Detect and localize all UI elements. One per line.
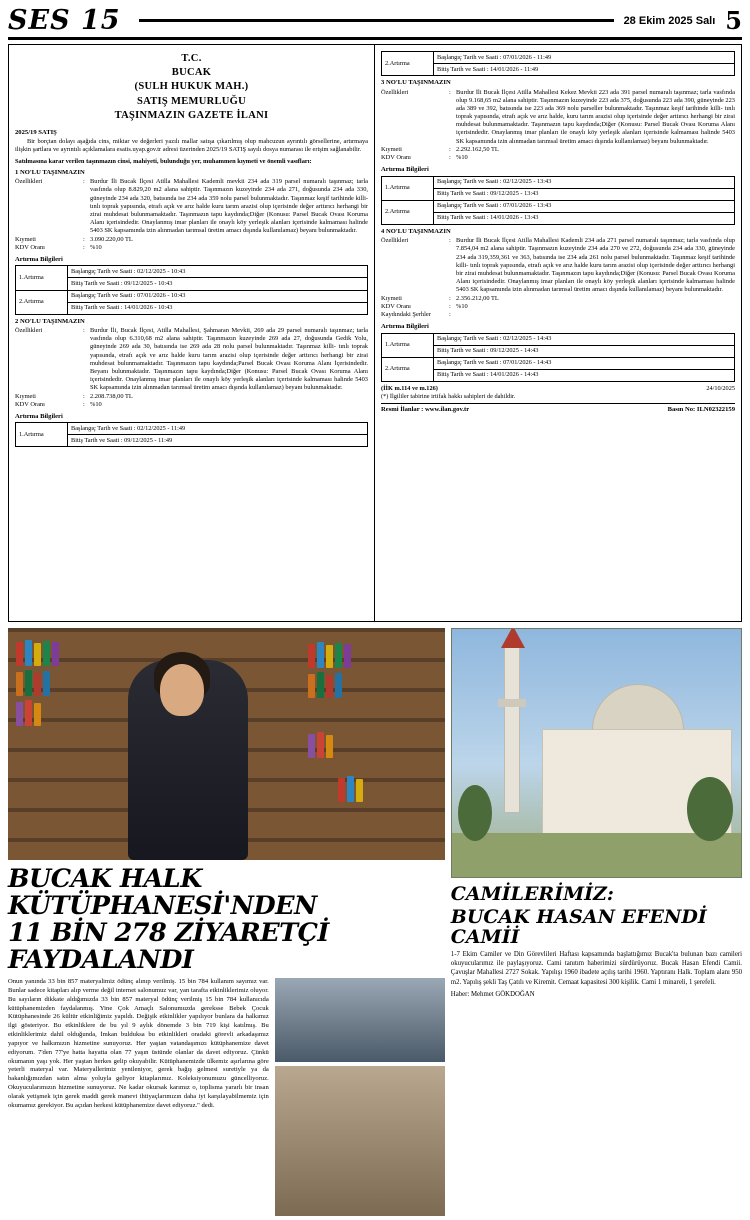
table-row — [382, 188, 735, 200]
library-article-text — [8, 978, 269, 1220]
item-1-kiymet-label: Kıymeti — [15, 235, 36, 243]
table-row — [16, 290, 368, 302]
item-4-artirma-table — [381, 333, 735, 382]
item-2-artirma-2-start: Başlangıç Tarih ve Saati : 07/01/2026 - 11:49 — [434, 52, 735, 64]
table-row — [382, 52, 735, 64]
item-4-artirma-header: Artırma Bilgileri — [381, 323, 429, 331]
item-3-artirma-1-end: Bitiş Tarih ve Saati : 09/12/2025 - 13:43 — [434, 188, 735, 200]
item-4-kdv-label: KDV Oranı — [381, 302, 411, 310]
item-3-ozellikleri-label: Özellikleri — [381, 88, 409, 96]
item-3-artirma-header: Artırma Bilgileri — [381, 166, 429, 174]
legal-column-right — [375, 45, 741, 621]
table-row — [16, 278, 368, 290]
legal-title-line-4: SATIŞ MEMURLUĞU — [136, 95, 247, 107]
item-1-artirma-2-start: Başlangıç Tarih ve Saati : 07/01/2026 - 10:43 — [68, 290, 368, 302]
masthead — [8, 6, 742, 40]
item-2-ozellikleri-row: Özellikleri : Burdur İli, Bucak İlçesi, Atilla Mahallesi, Şahmaran Mevkii, 269 ada 29 parsel numaralı taşınmaz; tarla vasfında olup 6.310,68 m2 alana sahiptir. Taşınmazın kuzeyinde 269 ada 27, doğusunda Gedik Yolu, güneyinde 269 ada 30, batısında ise 269 ada 28 nolu parsel bulunmaktadır. Taşınmaz killi- tınlı toprak yapısında, etrafı açık ve arız halde kuru tarım arazisi olup içerisinde değer arttırıcı herhangi bir zirai muhdesat bulunmamaktadır. Taşınmazın tapu kaydında;Parsel Bucak Ovası Koruma Alanı İçerisindedir. Beyanı bulunmaktadır. Taşınmazın tapu kaydında;Diğer (Konusu: Parsel Bucak Ovası Koruma Alanı içerisindedir. Onaylanmış imar planları ile onaylı köy yerleşik alanları içerisinde kalmaması halinde 5403 SK kapsamında izin alınmadan tarımsal üretim amacı dışında kullanılamaz) beyanı bulunmaktadır. — [15, 327, 368, 392]
library-story — [8, 628, 445, 1148]
legal-title — [15, 52, 368, 123]
bookshelf-photo — [275, 1066, 445, 1216]
item-3-artirma-1-label: 1.Artırma — [382, 176, 434, 200]
item-4-artirma-1-label: 1.Artırma — [382, 333, 434, 357]
item-3-kdv-value: %10 — [456, 154, 468, 162]
item-4-artirma-2-label: 2.Artırma — [382, 357, 434, 381]
item-1-ozellikleri-value: Burdur İli Bucak İlçesi Atilla Mahallesi Kademli mevkii 234 ada 319 parsel numaralı taşınmaz; tarla vasfında olup 8.829,20 m2 alana sahiptir. Taşınmazın kuzeyinde 234 ada 271, doğusunda 234 ada 330, güneyinde 234 ada 320, batısında ise 234 ada 359 nolu parsel bulunmaktadır. Taşınmaz keşif tarihinde killi- tınlı toprak yapısında, etrafı açık ve arız halde kuru tarım arazisi olup içerisinde değer arttırıcı herhangi bir zirai muhdesat bulunmamaktadır. Taşınmazın tapu kaydında;Diğer (Konusu: Parsel Bucak Ovası Koruma Alanı içerisindedir. Onaylanmış imar planları ile onaylı köy yerleşik alanları içerisinde kalmaması halinde 5403 SK kapsamında izin alınmadan tarımsal üretim amacı dışında kullanılamaz) beyanı bulunmaktadır. — [90, 178, 368, 235]
item-1-kiymet-row: Kıymeti : 3.090.220,00 TL — [15, 235, 133, 243]
masthead-rule — [139, 19, 614, 22]
item-1-artirma-header: Artırma Bilgileri — [15, 255, 63, 263]
tree-right — [687, 777, 733, 841]
item-4-kiymet-label: Kıymeti — [381, 294, 402, 302]
item-1-artirma-1-end: Bitiş Tarih ve Saati : 09/12/2025 - 10:43 — [68, 278, 368, 290]
item-1-ozellikleri-row: Özellikleri : Burdur İli Bucak İlçesi Atilla Mahallesi Kademli mevkii 234 ada 319 parsel numaralı taşınmaz; tarla vasfında olup 8.829,20 m2 alana sahiptir. Taşınmazın kuzeyinde 234 ada 271, doğusunda 234 ada 330, güneyinde 234 ada 320, batısında ise 234 ada 359 nolu parsel bulunmaktadır. Taşınmaz keşif tarihinde killi- tınlı toprak yapısında, etrafı açık ve arız halde kuru tarım arazisi olup içerisinde değer arttırıcı herhangi bir zirai muhdesat bulunmamaktadır. Taşınmazın tapu kaydında;Diğer (Konusu: Parsel Bucak Ovası Koruma Alanı içerisindedir. Onaylanmış imar planları ile onaylı köy yerleşik alanları içerisinde kalmaması halinde 5403 SK kapsamında izin alınmadan tarımsal üretim amacı dışında kullanılamaz) beyanı bulunmaktadır. — [15, 178, 368, 235]
item-4-ozellikleri-label: Özellikleri — [381, 237, 409, 245]
legal-footer-date: 24/10/2025 — [706, 384, 735, 392]
table-row — [382, 357, 735, 369]
item-2-kiymet-value: 2.208.738,00 TL — [90, 392, 133, 400]
item-3-artirma-2-start: Başlangıç Tarih ve Saati : 07/01/2026 - 13:43 — [434, 200, 735, 212]
item-4-heading: 4 NO'LU TAŞINMAZIN — [381, 227, 451, 235]
item-3-artirma-2-end: Bitiş Tarih ve Saati : 14/01/2026 - 13:43 — [434, 212, 735, 224]
library-extra-photos — [275, 978, 445, 1220]
mosque-photo — [451, 628, 742, 878]
item-4-ozellikleri-value: Burdur İli Bucak İlçesi Atilla Mahallesi Kademli 234 ada 271 parsel numaralı taşınmaz; tarla vasfında olup 7.854,04 m2 alana sahiptir. Taşınmazın kuzeyinde 234 ada 270 ve 272, doğusunda 234 ada 330, güneyinde 234 ada 319,359,361 ve 363, batısında ise 234 ada 261 nolu parsel bulunmaktadır. Taşınmaz keşif tarihinde killi- tınlı toprak yapısında, etrafı açık ve arız halde kuru tarım arazisi olup içerisinde değer arttırıcı herhangi bir zirai muhdesat bulunmamaktadır. Taşınmazın tapu kaydında;Diğer (Konusu: Parsel Bucak Ovası Koruma Alanı içerisindedir. Onaylanmış imar planları ile onaylı köy yerleşik alanları içerisinde kalmaması halinde 5403 SK kapsamında izin alınmadan tarımsal üretim amacı dışında kullanılamaz) beyanı bulunmaktadır. — [456, 237, 735, 294]
table-row — [382, 333, 735, 345]
item-3-artirma-1-start: Başlangıç Tarih ve Saati : 02/12/2025 - 13:43 — [434, 176, 735, 188]
item-2-kdv-value: %10 — [90, 400, 102, 408]
legal-title-line-2: BUCAK — [171, 67, 212, 79]
table-row — [382, 64, 735, 76]
newspaper-logo: SES 15 — [8, 5, 121, 36]
item-3-artirma-2-label: 2.Artırma — [382, 200, 434, 224]
mosque-title: BUCAK HASAN EFENDİ CAMİİ — [450, 905, 707, 949]
item-1-ozellikleri-label: Özellikleri — [15, 178, 43, 186]
library-photo — [8, 628, 445, 860]
table-row — [16, 302, 368, 314]
item-4-artirma-2-end: Bitiş Tarih ve Saati : 14/01/2026 - 14:43 — [434, 369, 735, 381]
item-2-kdv-label: KDV Oranı — [15, 400, 45, 408]
item-3-kiymet-label: Kıymeti — [381, 145, 402, 153]
legal-title-line-3: (SULH HUKUK MAH.) — [134, 81, 249, 93]
item-4-artirma-1-end: Bitiş Tarih ve Saati : 09/12/2025 - 14:43 — [434, 345, 735, 357]
item-1-artirma-2-end: Bitiş Tarih ve Saati : 14/01/2026 - 10:43 — [68, 302, 368, 314]
item-1-artirma-2-label: 2.Artırma — [16, 290, 68, 314]
legal-intro: Bir borçtan dolayı aşağıda cins, miktar ve değerleri yazılı mallar satışa çıkarılmış olup mahcuzun ayrıntılı görsellerine, artırmaya ilişkin şartlara ve ayrıntılı açıklamalara esatis.uyap.gov.tr adresi üzerinden 2025/19 SATIŞ sayılı dosya numarası ile erişim sağlanabilir. — [15, 138, 368, 154]
legal-footer-note: (*) İlgililer tabirine irtifak hakkı sahipleri de dahildir. — [381, 392, 516, 400]
mosque-ground — [452, 833, 741, 877]
item-2-artirma-1-start: Başlangıç Tarih ve Saati : 02/12/2025 - 11:49 — [68, 423, 368, 435]
press-number: Basın No: ILN02322159 — [667, 405, 735, 413]
item-4-kiymet-row: Kıymeti : 2.356.212,00 TL — [381, 294, 499, 302]
item-2-ozellikleri-value: Burdur İli, Bucak İlçesi, Atilla Mahallesi, Şahmaran Mevkii, 269 ada 29 parsel numaralı taşınmaz; tarla vasfında olup 6.310,68 m2 alana sahiptir. Taşınmazın kuzeyinde 269 ada 27, doğusunda Gedik Yolu, güneyinde 269 ada 30, batısında ise 269 ada 28 nolu parsel bulunmaktadır. Taşınmaz killi- tınlı toprak yapısında, etrafı açık ve arız halde kuru tarım arazisi olup içerisinde değer arttırıcı herhangi bir zirai muhdesat bulunmamaktadır. Taşınmazın tapu kaydında;Parsel Bucak Ovası Koruma Alanı İçerisindedir. Beyanı bulunmaktadır. Taşınmazın tapu kaydında;Diğer (Konusu: Parsel Bucak Ovası Koruma Alanı içerisindedir. Onaylanmış imar planları ile onaylı köy yerleşik alanları içerisinde kalmaması halinde 5403 SK kapsamında izin alınmadan tarımsal üretim amacı dışında kullanılamaz) beyanı bulunmaktadır. — [90, 327, 368, 392]
item-3-ozellikleri-value: Burdur İli Bucak İlçesi Atilla Mahallesi Kekez Mevkii 223 ada 391 parsel numaralı taşınmaz; tarla vasfında olup 9.168,65 m2 alana sahiptir. Taşınmazın kuzeyinde 223 ada 375, doğusunda 223 ada 390, güneyinde 223 ada 389 ve 392, batısında ise 223 ada 369 nolu parseller bulunmaktadır. Taşınmaz keşif tarihinde killi- tınlı toprak yapısında, etrafı açık ve arız halde, kuru tarım arazisi olup içerisinde değer arttırıcı herhangi bir zirai muhdesat bulunmamaktadır. Taşınmazın tapu kaydında;Diğer (Konusu: Parsel Bucak Ovası Koruma Alanı içerisindedir. Onaylanmış imar planları ile onaylı köy yerleşik alanları içerisinde kalmaması halinde 5403 SK kapsamında izin alınmadan tarımsal üretim amacı dışında kullanılamaz) beyanı bulunmaktadır. — [456, 88, 735, 145]
file-number: 2025/19 SATIŞ — [15, 128, 57, 136]
item-1-kiymet-value: 3.090.220,00 TL — [90, 235, 133, 243]
table-row — [382, 212, 735, 224]
item-2-kiymet-label: Kıymeti — [15, 392, 36, 400]
item-1-artirma-table — [15, 265, 368, 314]
item-4-kayit-row: Kaydındaki Şerhler : — [381, 310, 451, 318]
mosque-dome — [592, 684, 684, 732]
table-row — [16, 423, 368, 435]
sale-decision-line: Satılmasına karar verilen taşınmazın cinsi, mahiyeti, bulunduğu yer, muhammen kıymeti ve önemli vasıfları: — [15, 157, 312, 165]
item-2-artirma-1-label: 1.Artırma — [16, 423, 68, 447]
item-4-artirma-1-start: Başlangıç Tarih ve Saati : 02/12/2025 - 14:43 — [434, 333, 735, 345]
item-2-kiymet-row: Kıymeti : 2.208.738,00 TL — [15, 392, 133, 400]
mosque-paragraph: 1-7 Ekim Camiler ve Din Görevlileri Haftası kapsamında başlattığımız Bucak'ta bulunan bazı camileri okuyucularımız ile paylaşıyoruz. Cami tanıtım haberimizi sürdürüyoruz. Bucak Hasan Efendi Camii. Çavuşlar Mahallesi 2727 Sokak. Yapılışı 1960 ibadete açılış tarihi 1960. Yaptıranı Halk. Toplam alanı 950 m2. Yapılış şekli Taş Çatılı ve Kiremit. Cemaat kapasitesi 300 kişilik. Cami 1 minareli, 1 şerefeli. — [450, 950, 742, 986]
table-row — [382, 200, 735, 212]
legal-title-line-1: T.C. — [181, 53, 202, 64]
item-1-artirma-1-start: Başlangıç Tarih ve Saati : 02/12/2025 - 10:43 — [68, 266, 368, 278]
legal-footer — [381, 385, 735, 393]
mosque-article — [451, 950, 742, 1000]
lower-section — [8, 628, 742, 1148]
library-headline-line-1: BUCAK HALK KÜTÜPHANESİ'NDEN — [8, 864, 317, 922]
legal-footer-left: (İİK m.114 ve m.126) — [381, 384, 438, 392]
item-4-kdv-value: %10 — [456, 302, 468, 310]
interview-photo — [275, 978, 445, 1062]
item-2-ozellikleri-label: Özellikleri — [15, 327, 43, 335]
table-row — [16, 266, 368, 278]
legal-title-line-5: TAŞINMAZIN GAZETE İLANI — [114, 109, 269, 121]
library-headline — [8, 866, 445, 974]
official-ads-url[interactable]: Resmi İlanlar : www.ilan.gov.tr — [381, 405, 470, 413]
item-3-kdv-row: KDV Oranı : %10 — [381, 154, 468, 162]
item-4-artirma-2-start: Başlangıç Tarih ve Saati : 07/01/2026 - 14:43 — [434, 357, 735, 369]
item-1-artirma-1-label: 1.Artırma — [16, 266, 68, 290]
legal-column-left — [9, 45, 375, 621]
masthead-date: 28 Ekim 2025 Salı — [623, 14, 716, 27]
item-4-kdv-row: KDV Oranı : %10 — [381, 302, 468, 310]
item-4-kayit-label: Kaydındaki Şerhler — [381, 310, 431, 318]
item-3-ozellikleri-row: Özellikleri : Burdur İli Bucak İlçesi Atilla Mahallesi Kekez Mevkii 223 ada 391 parsel numaralı taşınmaz; tarla vasfında olup 9.168,65 m2 alana sahiptir. Taşınmazın kuzeyinde 223 ada 375, doğusunda 223 ada 390, güneyinde 223 ada 389 ve 392, batısında ise 223 ada 369 nolu parseller bulunmaktadır. Taşınmaz keşif tarihinde killi- tınlı toprak yapısında, etrafı açık ve arız halde, kuru tarım arazisi olup içerisinde değer arttırıcı herhangi bir zirai muhdesat bulunmamaktadır. Taşınmazın tapu kaydında;Diğer (Konusu: Parsel Bucak Ovası Koruma Alanı içerisindedir. Onaylanmış imar planları ile onaylı köy yerleşik alanları içerisinde kalmaması halinde 5403 SK kapsamında izin alınmadan tarımsal üretim amacı dışında kullanılamaz) beyanı bulunmaktadır. — [381, 88, 735, 145]
item-3-kdv-label: KDV Oranı — [381, 154, 411, 162]
item-3-heading: 3 NO'LU TAŞINMAZIN — [381, 79, 451, 87]
item-2-kdv-row: KDV Oranı : %10 — [15, 400, 102, 408]
item-4-ozellikleri-row: Özellikleri : Burdur İli Bucak İlçesi Atilla Mahallesi Kademli 234 ada 271 parsel numaralı taşınmaz; tarla vasfında olup 7.854,04 m2 alana sahiptir. Taşınmazın kuzeyinde 234 ada 270 ve 272, doğusunda 234 ada 330, güneyinde 234 ada 319,359,361 ve 363, batısında ise 234 ada 261 nolu parsel bulunmaktadır. Taşınmaz keşif tarihinde killi- tınlı toprak yapısında, etrafı açık ve arız halde kuru tarım arazisi olup içerisinde değer arttırıcı herhangi bir zirai muhdesat bulunmamaktadır. Taşınmazın tapu kaydında;Diğer (Konusu: Parsel Bucak Ovası Koruma Alanı içerisindedir. Onaylanmış imar planları ile onaylı köy yerleşik alanları içerisinde kalmaması halinde 5403 SK kapsamında izin alınmadan tarımsal üretim amacı dışında kullanılamaz) beyanı bulunmaktadır. — [381, 237, 735, 294]
library-article — [8, 978, 445, 1220]
library-headline-line-2: 11 BİN 278 ZİYARETÇİ FAYDALANDI — [8, 918, 329, 976]
item-2-artirma-2-end: Bitiş Tarih ve Saati : 14/01/2026 - 11:49 — [434, 64, 735, 76]
library-visitor-head — [160, 664, 204, 716]
item-2-heading: 2 NO'LU TAŞINMAZIN — [15, 317, 85, 325]
item-1-heading: 1 NO'LU TAŞINMAZIN — [15, 168, 85, 176]
mosque-story — [451, 628, 742, 1148]
item-1-kdv-label: KDV Oranı — [15, 243, 45, 251]
item-2-artirma-1-end: Bitiş Tarih ve Saati : 09/12/2025 - 11:49 — [68, 435, 368, 447]
official-ads-bar — [381, 403, 735, 414]
item-3-kiymet-value: 2.292.162,50 TL — [456, 145, 499, 153]
item-2-artirma-table — [15, 422, 368, 447]
library-paragraph: Onun yanında 33 bin 857 materyalimiz ödünç alınıp verilmiş. 15 bin 784 kullanım sayımız var. Bunlar sadece kitapları alıp verme değil internet salonumuz var, yan tarafta etkinliklerimiz oluyor. Bu sayıların dikkate aldığımızda 33 bin 857 materyal ödünç verilmiş 15 bin 784 kullanıcıda kütüphanemizden faydalanmış. Yine Çok Amaçlı Salonumuzda gereksse Bebek Çocuk Kütüphanesinde 26 kültür etkinliğimiz yapıldı. Değişik etkinlikler yapılıyor bunlara da halkımız ilgi gösteriyor. Bu etkinliklere de bu yıl 9 aylık dönemde 3 bin 719 kişi katılmış. Bu etkinliklerimiz dahil olduğunda, İmkan bulduksa bu etkinlikleri oradaki görevli arkadaşımız yapıyor ve halkımızın hizmetine sunuyoruz. Her yaştan vatandaşımızı kütüphanemize davet ediyorum. 7'den 77'ye hatta hayatta olan 77 yaşın üstünde olanlar da davet ediyoruz. Çünkü okumanın yaşı yok. Her yaştan herkes gelip okuyabilir. Kütüphanemizde ülkemiz aşırlarına göre yeterli materyal var. Materyallerimiz yenileniyor, gerek bağış gelmesi suretiyle ya da bakanlığımızdan satın alma yoluyla geliyor kitaplarımız. Koleksiyonumuzu güncelliyoruz. Okuyucularımızın hizmetine sunuyoruz. Ne kadar okursak karımız o, toplisma yararlı bir insan olarak yetişmek için gerek maddi gerek manevi ihtiyaçlarımızın daha iyi karşılayabilmemiz için okumamız gerekiyor. Bu açıdan herkesi kütüphanemize davet ediyoruz." dedi. — [8, 978, 269, 1109]
table-row — [16, 435, 368, 447]
item-3-artirma-table — [381, 176, 735, 225]
item-1-kdv-value: %10 — [90, 243, 102, 251]
tree-left — [458, 785, 492, 841]
item-2-artirma-table-cont — [381, 51, 735, 76]
table-row — [382, 345, 735, 357]
minaret — [504, 643, 520, 813]
mosque-byline: Haber: Mehmet GÖKDOĞAN — [450, 991, 535, 999]
item-4-kiymet-value: 2.356.212,00 TL — [456, 294, 499, 302]
minaret-balcony — [498, 699, 526, 707]
table-row — [382, 369, 735, 381]
item-3-kiymet-row: Kıymeti : 2.292.162,50 TL — [381, 145, 499, 153]
mosque-kicker: CAMİLERİMİZ: — [450, 883, 614, 905]
item-2-artirma-2-label: 2.Artırma — [382, 52, 434, 76]
table-row — [382, 176, 735, 188]
item-2-artirma-header: Artırma Bilgileri — [15, 412, 63, 420]
page-number: 5 — [725, 6, 742, 35]
legal-notice-block — [8, 44, 742, 622]
item-1-kdv-row: KDV Oranı : %10 — [15, 243, 102, 251]
